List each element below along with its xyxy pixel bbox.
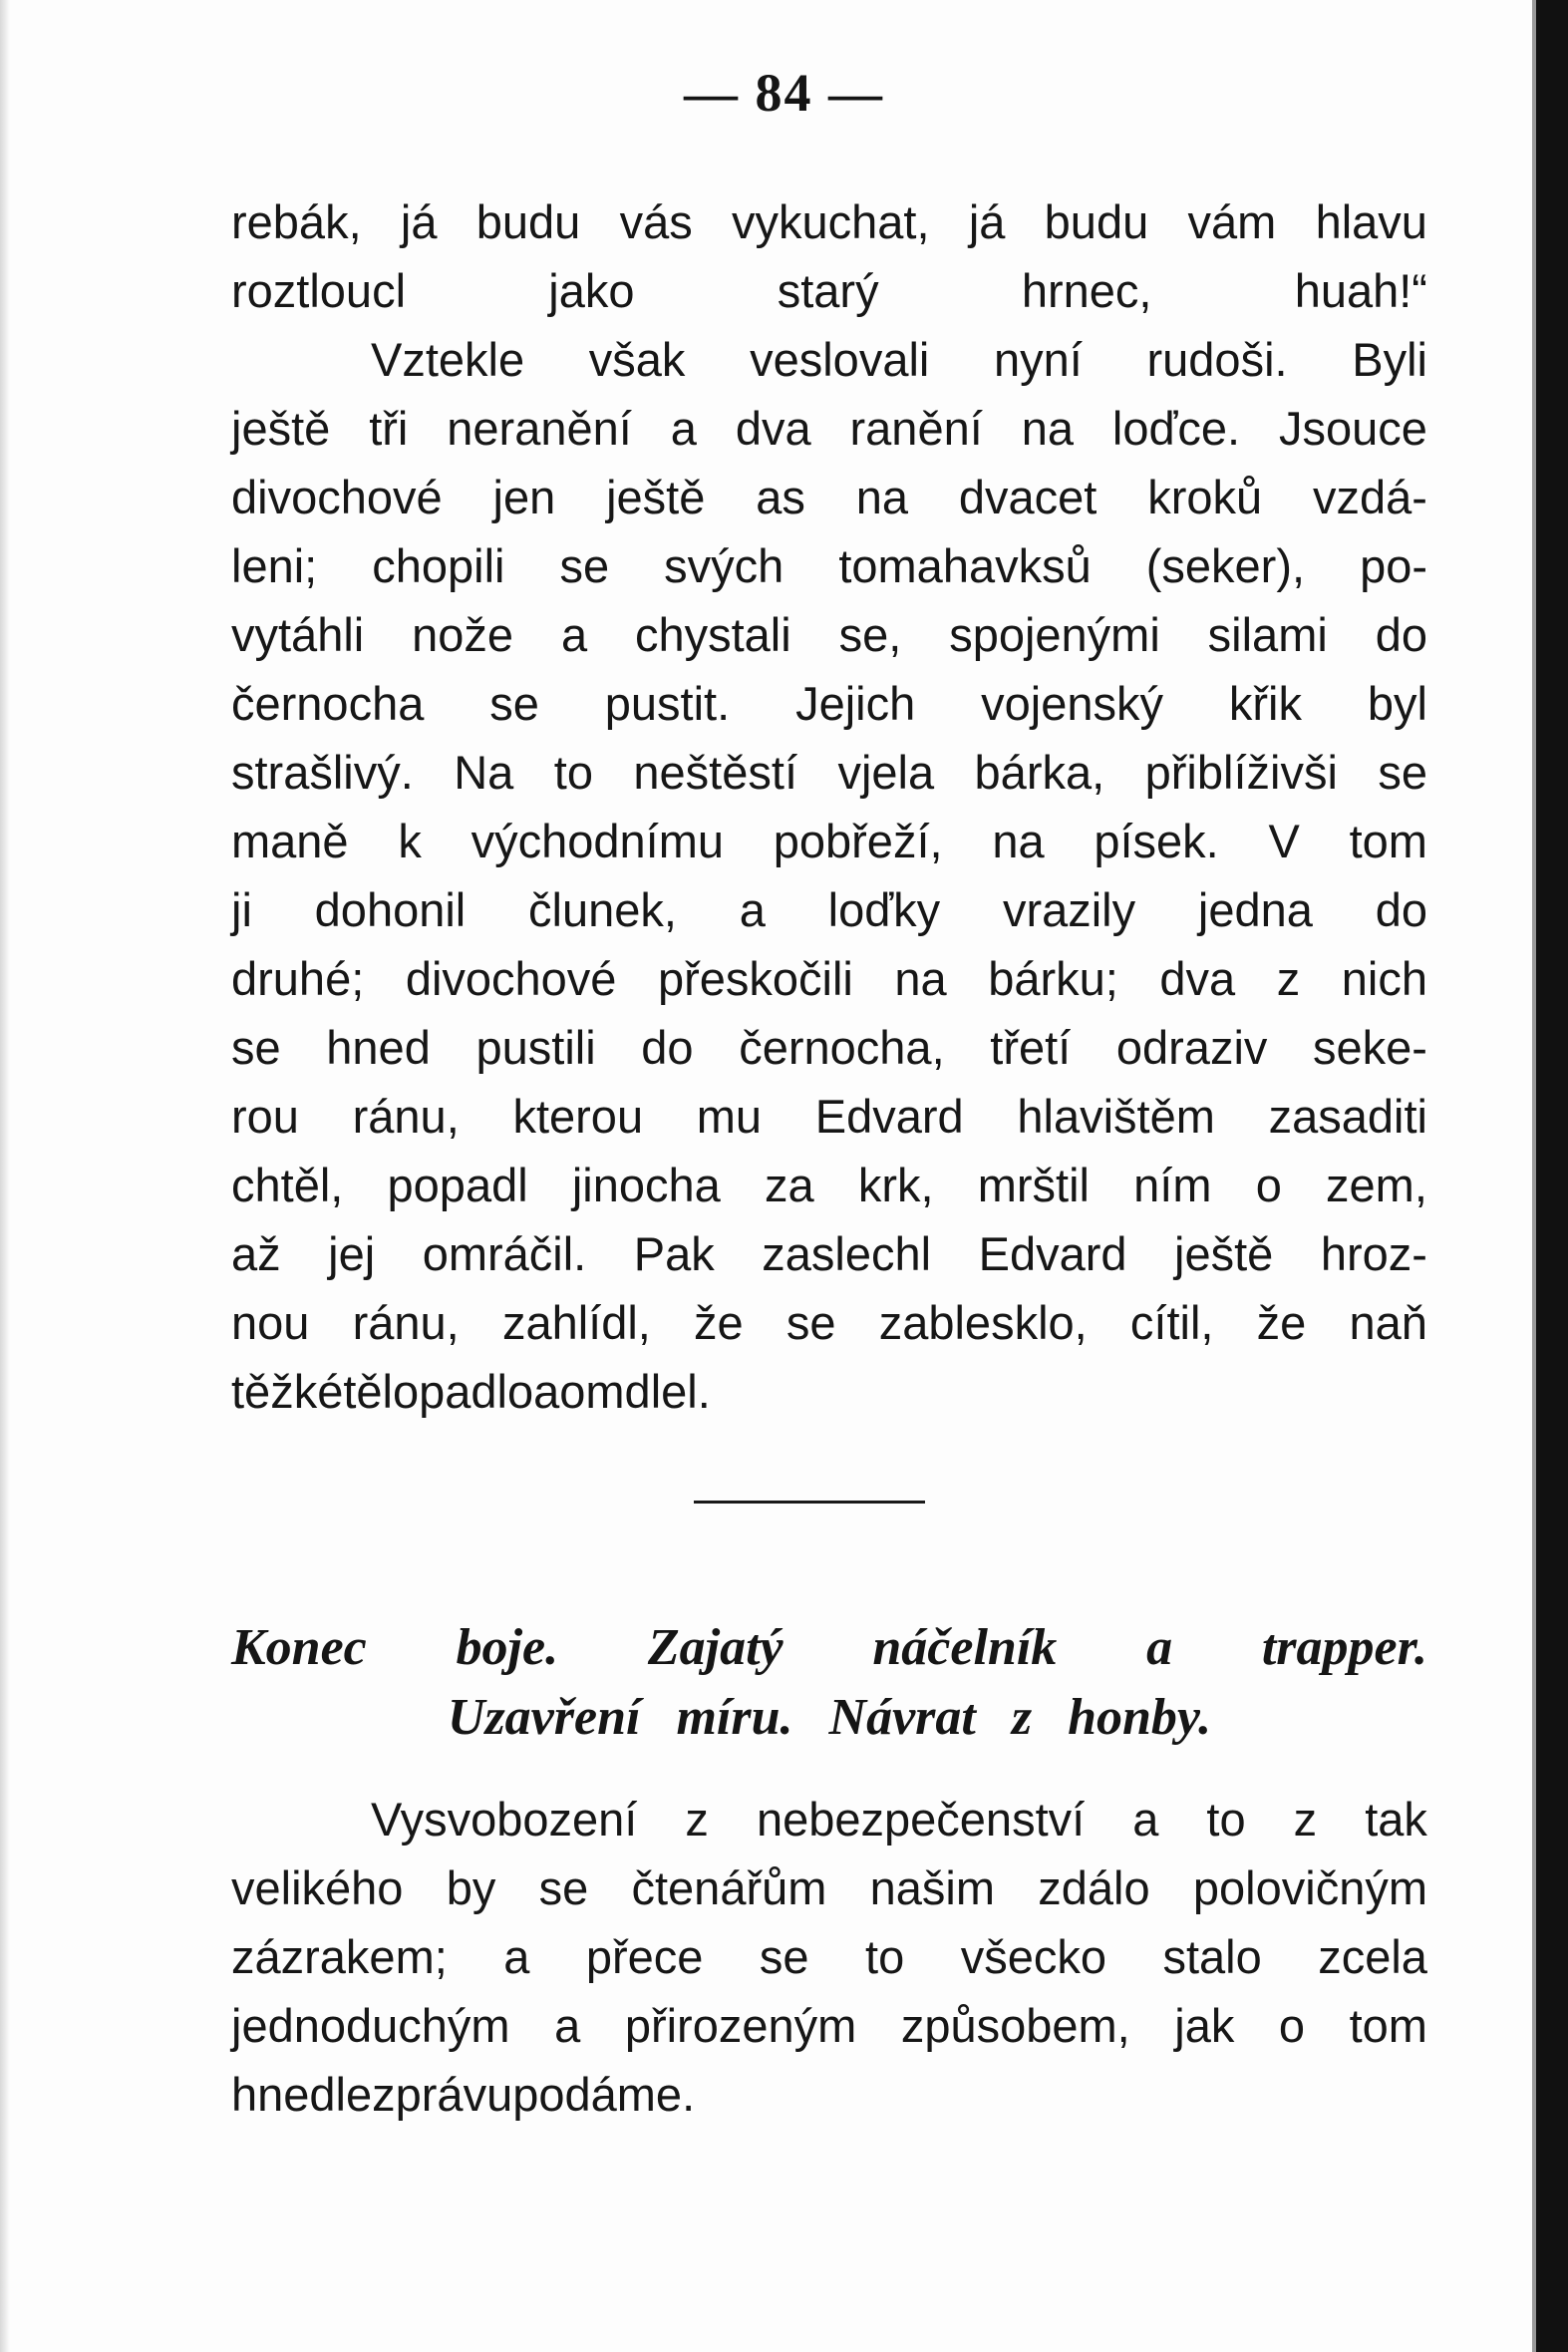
paragraph-1 bbox=[231, 187, 1427, 1426]
text-line: Vysvobození z nebezpečenství a to z tak bbox=[371, 1793, 1427, 1846]
text-line: černocha se pustit. Jejich vojenský křik byl bbox=[231, 677, 1427, 730]
text-line: maně k východnímu pobřeží, na písek. V tom bbox=[231, 815, 1427, 867]
text-line: vytáhli nože a chystali se, spojenými silami do bbox=[231, 608, 1427, 661]
section-separator bbox=[694, 1501, 925, 1504]
text-line: jednoduchým a přirozeným způsobem, jak o tom bbox=[231, 1999, 1427, 2052]
text-line: rebák, já budu vás vykuchat, já budu vám hlavu bbox=[231, 195, 1427, 248]
text-line: nou ránu, zahlídl, že se zablesklo, cítil, že naň bbox=[231, 1296, 1427, 1349]
text-line: ještě tři neranění a dva ranění na loďce. Jsouce bbox=[231, 402, 1427, 455]
text-line: ji dohonil člunek, a loďky vrazily jedna do bbox=[231, 883, 1427, 936]
heading-line: Uzavření míru. Návrat z honby. bbox=[447, 1689, 1212, 1746]
text-line: divochové jen ještě as na dvacet kroků vzdá- bbox=[231, 471, 1427, 523]
text-line: roztloucl jako starý hrnec, huah!“ bbox=[231, 264, 1427, 317]
text-line: leni; chopili se svých tomahavksů (seker), po- bbox=[231, 539, 1427, 592]
section-heading-line-1 bbox=[231, 1613, 1427, 1683]
text-line: velikého by se čtenářům našim zdálo polovičným bbox=[231, 1861, 1427, 1914]
text-line: rou ránu, kterou mu Edvard hlavištěm zasaditi bbox=[231, 1090, 1427, 1143]
text-line: druhé; divochové přeskočili na bárku; dva z nich bbox=[231, 952, 1427, 1005]
page-left-shadow bbox=[0, 0, 10, 2352]
text-line: chtěl, popadl jinocha za krk, mrštil ním o zem, bbox=[231, 1159, 1427, 1211]
text-line: až jej omráčil. Pak zaslechl Edvard ještě hroz- bbox=[231, 1227, 1427, 1280]
heading-line: Konec boje. Zajatý náčelník a trapper. bbox=[231, 1619, 1427, 1676]
text-line: hnedle zprávu podáme. bbox=[231, 2068, 696, 2121]
text-line: strašlivý. Na to neštěstí vjela bárka, přiblíživši se bbox=[231, 746, 1427, 799]
text-line: zázrakem; a přece se to všecko stalo zcela bbox=[231, 1930, 1427, 1983]
text-line: se hned pustili do černocha, třetí odraziv seke- bbox=[231, 1021, 1427, 1074]
section-heading-line-2 bbox=[231, 1683, 1427, 1753]
text-line: těžké tělo padlo a omdlel. bbox=[231, 1365, 711, 1418]
page-right-border bbox=[1536, 0, 1568, 2352]
paragraph-2 bbox=[231, 1785, 1427, 2129]
page-number: — 84 — bbox=[684, 63, 884, 123]
text-line: Vztekle však veslovali nyní rudoši. Byli bbox=[371, 333, 1427, 386]
